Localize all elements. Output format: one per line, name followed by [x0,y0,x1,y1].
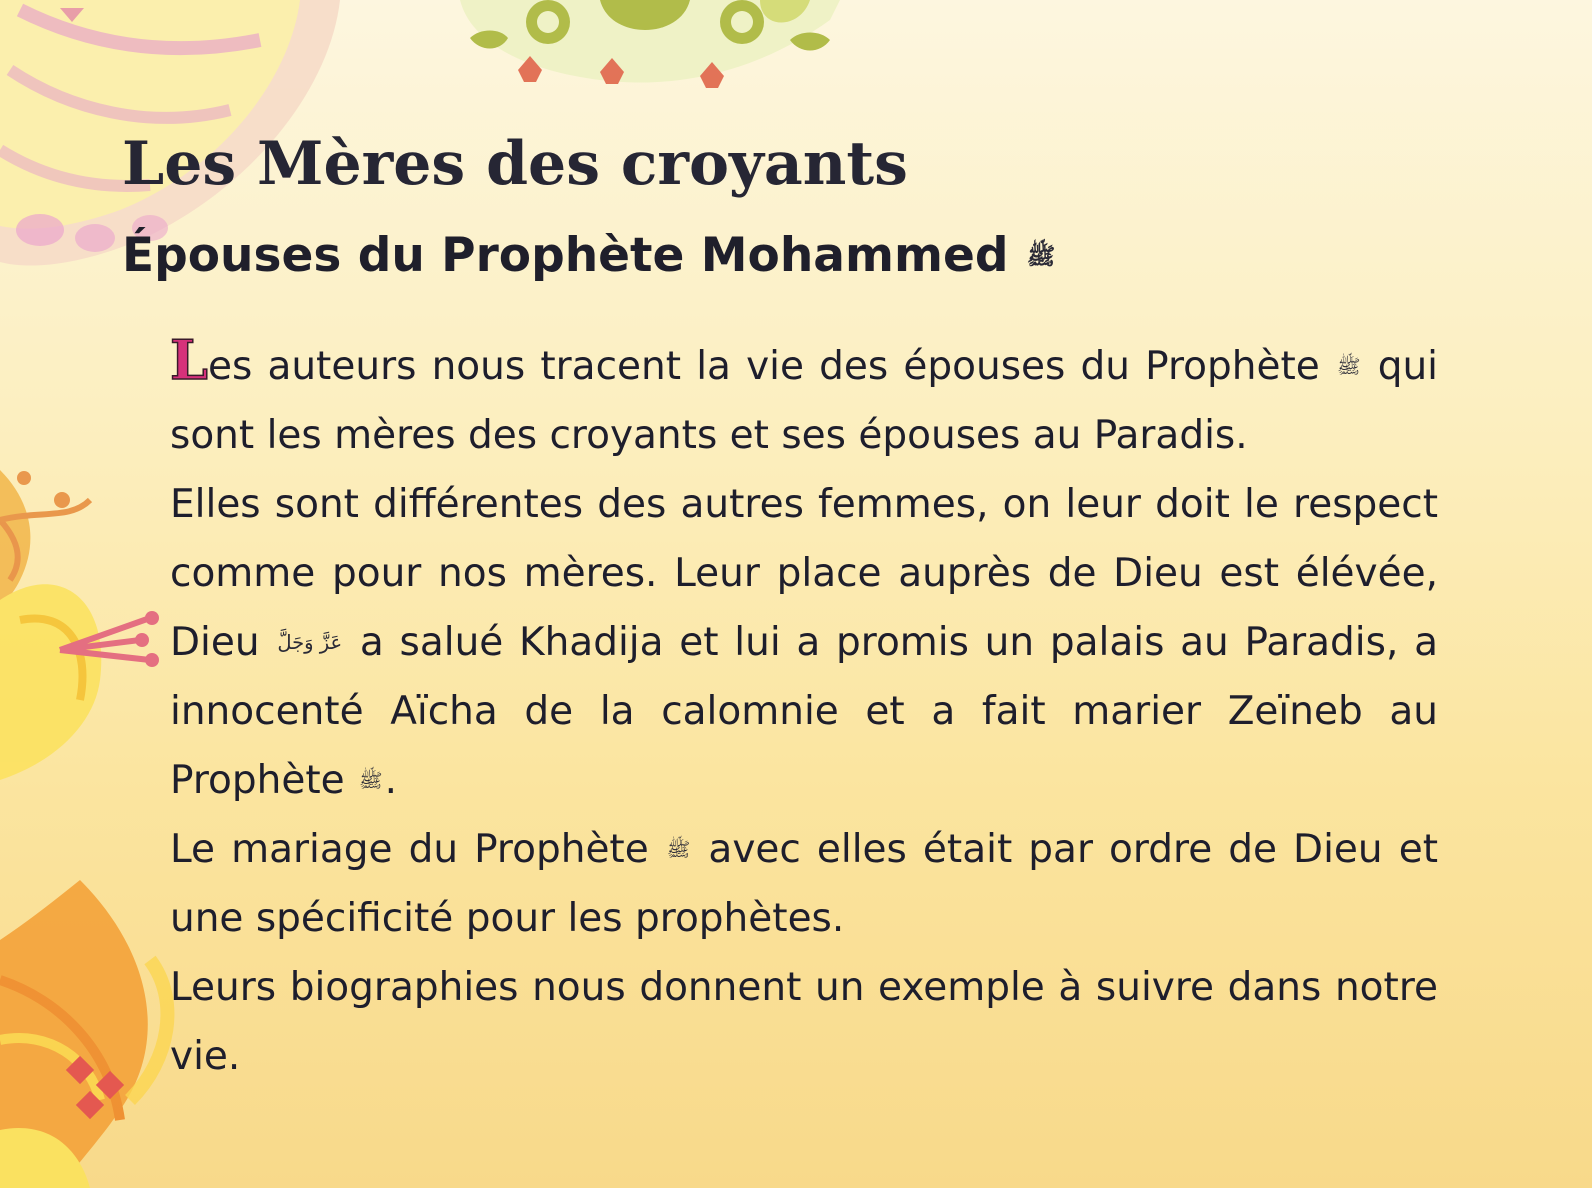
paragraph-intro [170,328,1438,470]
paragraph-marriage [170,815,1438,953]
honorific-glyph: ﷺ [666,838,691,862]
body-text [170,328,1438,1091]
paragraph-respect-part-2: a salué Khadija et lui a promis un palais au Paradis, a innocenté Aïcha de la calomnie et a fait marier Zeïneb au Prophète [170,620,1438,803]
paragraph-marriage-part-2: avec elles était par ordre de Dieu et une spécificité pour les prophètes. [170,827,1438,941]
left-flower [0,470,159,780]
honorific-glyph-divine: عَزَّ وَجَلَّ [277,631,343,655]
paragraph-intro-part-1: es auteurs nous tracent la vie des épouses du Prophète [207,344,1320,389]
paragraph-respect-part-1: Elles sont différentes des autres femmes, on leur doit le respect comme pour nos mères. Leur place auprès de Dieu est élévée, Dieu [170,482,1438,665]
honorific-glyph: ﷺ [359,769,383,793]
honorific-glyph: ﷺ [1026,241,1056,270]
bottom-left-flower [0,880,167,1188]
drop-cap: L [170,328,208,392]
page-subtitle [122,228,1057,284]
page-title: Les Mères des croyants [122,129,908,199]
paragraph-intro-part-2: qui sont les mères des croyants et ses épouses au Paradis. [170,344,1438,458]
honorific-glyph: ﷺ [1336,355,1361,379]
paragraph-respect [170,470,1438,815]
damask-ornament [460,0,840,88]
paragraph-respect-period: . [384,758,397,803]
paragraph-biographies: Leurs biographies nous donnent un exemple à suivre dans notre vie. [170,965,1438,1079]
paragraph-marriage-part-1: Le mariage du Prophète [170,827,649,872]
subtitle-text: Épouses du Prophète Mohammed [122,228,1009,283]
